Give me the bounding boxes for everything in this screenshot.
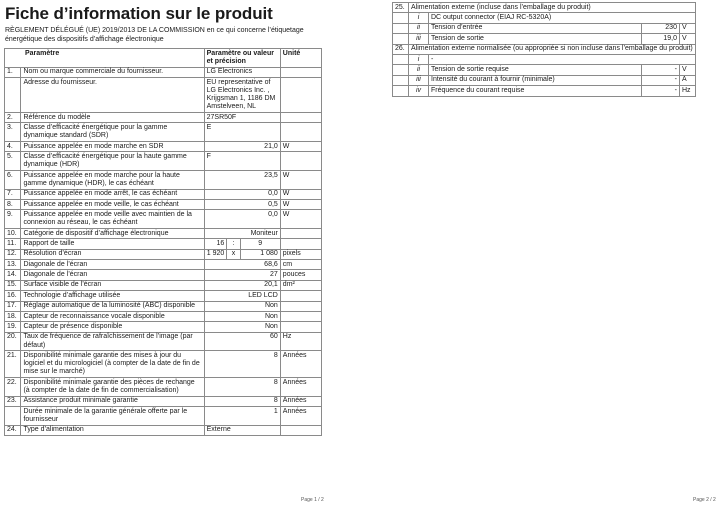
row-label: Surface visible de l’écran: [21, 280, 204, 290]
row-value: Non: [204, 312, 280, 322]
page-2: [392, 0, 720, 505]
row-label: Taux de fréquence de rafraîchissement de l’image (par défaut): [21, 332, 204, 351]
row-unit: V: [679, 34, 695, 44]
table-row: [5, 67, 322, 77]
table-row: [5, 425, 322, 435]
row-value: 27: [204, 270, 280, 280]
sub-index: iii: [409, 34, 429, 44]
row-label: Puissance appelée en mode veille avec maintien de la connexion au réseau, le cas échéant: [21, 210, 204, 229]
row-value: 1: [204, 407, 280, 426]
table-row: [5, 280, 322, 290]
row-unit: Années: [280, 378, 321, 397]
row-label: Tension de sortie requise: [429, 65, 642, 75]
row-label: Adresse du fournisseur.: [21, 77, 204, 112]
row-unit: W: [280, 170, 321, 189]
row-value: E: [204, 123, 280, 142]
row-unit: Années: [280, 351, 321, 378]
row-number: 24.: [5, 425, 21, 435]
row-unit: W: [280, 141, 321, 151]
row-unit: W: [280, 199, 321, 209]
row-label: Classe d’efficacité énergétique pour la gamme dynamique standard (SDR): [21, 123, 204, 142]
row-number: 9.: [5, 210, 21, 229]
row-unit: pixels: [280, 249, 321, 259]
row-unit: A: [679, 75, 695, 85]
row-label: Rapport de taille: [21, 239, 204, 249]
table-row: [5, 291, 322, 301]
resolution-height: 1 080: [240, 249, 280, 259]
row-value: LED LCD: [204, 291, 280, 301]
row-label: Puissance appelée en mode marche pour la haute gamme dynamique (HDR), le cas échéant: [21, 170, 204, 189]
row-unit: Hz: [280, 332, 321, 351]
table-row: [5, 270, 322, 280]
table-row: [5, 378, 322, 397]
row-value: 0,0: [204, 210, 280, 229]
row-label: Puissance appelée en mode arrêt, le cas échéant: [21, 189, 204, 199]
row-label: Technologie d’affichage utilisée: [21, 291, 204, 301]
row-number: 20.: [5, 332, 21, 351]
row-unit: Années: [280, 396, 321, 406]
row-unit: W: [280, 189, 321, 199]
row-value: 0,5: [204, 199, 280, 209]
table-row: [393, 54, 696, 64]
table-row: [5, 152, 322, 171]
row-value: -: [641, 65, 679, 75]
row-label: Diagonale de l’écran: [21, 260, 204, 270]
row-number: 22.: [5, 378, 21, 397]
row-number: [393, 86, 409, 96]
row-label: Catégorie de dispositif d’affichage électronique: [21, 228, 204, 238]
row-number: 17.: [5, 301, 21, 311]
row-number: [393, 34, 409, 44]
row-label: Tension d’entrée: [429, 23, 642, 33]
row-label: Puissance appelée en mode marche en SDR: [21, 141, 204, 151]
row-label: Classe d’efficacité énergétique pour la haute gamme dynamique (HDR): [21, 152, 204, 171]
table-row: [5, 312, 322, 322]
table-row: [5, 249, 322, 259]
row-label: Type d’alimentation: [21, 425, 204, 435]
table-row: [5, 199, 322, 209]
row-label: Alimentation externe normalisée (ou appropriée si non incluse dans l’emballage du produit): [409, 44, 696, 54]
header-unit: Unité: [280, 49, 321, 68]
row-number: 8.: [5, 199, 21, 209]
power-supply-table: [392, 2, 696, 97]
table-row: [5, 351, 322, 378]
regulation-text: RÈGLEMENT DÉLÉGUÉ (UE) 2019/2013 DE LA COMMISSION en ce qui concerne l’étiquetage énergétique des dispositifs d’affichage électronique: [5, 27, 304, 43]
row-number: 4.: [5, 141, 21, 151]
table-row: [393, 86, 696, 96]
row-unit: [280, 67, 321, 77]
table-row: [393, 34, 696, 44]
row-unit: dm²: [280, 280, 321, 290]
table-row: [393, 3, 696, 13]
row-number: [393, 65, 409, 75]
row-label: DC output connector (EIAJ RC-5320A): [429, 13, 696, 23]
row-value: 27SR50F: [204, 112, 280, 122]
row-label: Disponibilité minimale garantie des mises à jour du logiciel et du micrologiciel (à compter de la date de fin de mise sur le marché): [21, 351, 204, 378]
table-row: [5, 77, 322, 112]
row-unit: V: [679, 65, 695, 75]
table-header: [5, 49, 322, 68]
table-row: [393, 65, 696, 75]
row-number: 11.: [5, 239, 21, 249]
sub-index: iv: [409, 86, 429, 96]
row-number: 15.: [5, 280, 21, 290]
row-value: 8: [204, 396, 280, 406]
row-label: Fréquence du courant requise: [429, 86, 642, 96]
row-value: 21,0: [204, 141, 280, 151]
row-unit: [280, 77, 321, 112]
row-label: Alimentation externe (incluse dans l’emballage du produit): [409, 3, 696, 13]
row-number: 1.: [5, 67, 21, 77]
sub-index: ii: [409, 65, 429, 75]
row-label: Capteur de reconnaissance vocale disponible: [21, 312, 204, 322]
row-number: 18.: [5, 312, 21, 322]
row-unit: [280, 312, 321, 322]
row-number: 25.: [393, 3, 409, 13]
row-number: 23.: [5, 396, 21, 406]
table-row: [5, 189, 322, 199]
row-number: [393, 23, 409, 33]
row-value: LG Electronics: [204, 67, 280, 77]
table-row: [5, 322, 322, 332]
row-label: Assistance produit minimale garantie: [21, 396, 204, 406]
row-number: 12.: [5, 249, 21, 259]
row-label: Diagonale de l’écran: [21, 270, 204, 280]
sub-index: iii: [409, 75, 429, 85]
page-footer: Page 1 / 2: [301, 497, 324, 503]
row-unit: [280, 228, 321, 238]
table-row: [393, 23, 696, 33]
row-number: [5, 407, 21, 426]
row-value: EU representative of LG Electronics Inc. , Krijgsman 1, 1186 DM Amstelveen, NL: [204, 77, 280, 112]
table-row: [5, 112, 322, 122]
row-label: -: [429, 54, 696, 64]
row-label: Intensité du courant à fournir (minimale): [429, 75, 642, 85]
row-number: 3.: [5, 123, 21, 142]
table-row: [5, 332, 322, 351]
row-value: 20,1: [204, 280, 280, 290]
row-number: 19.: [5, 322, 21, 332]
row-label: Capteur de présence disponible: [21, 322, 204, 332]
row-value: Non: [204, 322, 280, 332]
page-1: [0, 0, 328, 505]
row-unit: [280, 425, 321, 435]
row-unit: [280, 291, 321, 301]
row-value: 8: [204, 378, 280, 397]
row-number: 10.: [5, 228, 21, 238]
row-number: 14.: [5, 270, 21, 280]
row-value: -: [641, 86, 679, 96]
ratio-second: 9: [240, 239, 280, 249]
row-number: 16.: [5, 291, 21, 301]
sub-index: ii: [409, 23, 429, 33]
row-label: Référence du modèle: [21, 112, 204, 122]
row-number: [393, 75, 409, 85]
row-number: 26.: [393, 44, 409, 54]
table-row: [393, 75, 696, 85]
row-label: Puissance appelée en mode veille, le cas échéant: [21, 199, 204, 209]
row-value: 8: [204, 351, 280, 378]
table-row: [5, 210, 322, 229]
row-value: 23,5: [204, 170, 280, 189]
row-number: 7.: [5, 189, 21, 199]
row-unit: V: [679, 23, 695, 33]
row-number: 13.: [5, 260, 21, 270]
row-unit: W: [280, 210, 321, 229]
row-unit: [280, 112, 321, 122]
row-number: [393, 54, 409, 64]
row-unit: [280, 239, 321, 249]
row-value: 60: [204, 332, 280, 351]
row-unit: pouces: [280, 270, 321, 280]
row-unit: [280, 123, 321, 142]
ratio-separator: :: [227, 239, 240, 249]
table-row: [5, 141, 322, 151]
row-value: -: [641, 75, 679, 85]
row-value: Moniteur: [204, 228, 280, 238]
table-row: [5, 228, 322, 238]
table-row: [393, 13, 696, 23]
row-label: Réglage automatique de la luminosité (ABC) disponible: [21, 301, 204, 311]
row-label: Nom ou marque commerciale du fournisseur.: [21, 67, 204, 77]
sub-index: i: [409, 54, 429, 64]
row-number: [5, 77, 21, 112]
row-label: Durée minimale de la garantie générale offerte par le fournisseur: [21, 407, 204, 426]
table-row: [5, 239, 322, 249]
row-label: Tension de sortie: [429, 34, 642, 44]
page-footer: Page 2 / 2: [693, 497, 716, 503]
sub-index: i: [409, 13, 429, 23]
row-value: Externe: [204, 425, 280, 435]
row-value: F: [204, 152, 280, 171]
table-row: [393, 44, 696, 54]
header-param: Paramètre: [5, 49, 205, 68]
header-value: Paramètre ou valeur et précision: [204, 49, 280, 68]
ratio-first: 16: [204, 239, 227, 249]
row-number: 21.: [5, 351, 21, 378]
row-value: 230: [641, 23, 679, 33]
row-unit: [280, 152, 321, 171]
resolution-width: 1 920: [204, 249, 227, 259]
table-row: [5, 301, 322, 311]
row-unit: cm: [280, 260, 321, 270]
resolution-separator: x: [227, 249, 240, 259]
row-unit: Années: [280, 407, 321, 426]
table-row: [5, 123, 322, 142]
row-value: 0,0: [204, 189, 280, 199]
row-value: 68,6: [204, 260, 280, 270]
table-row: [5, 407, 322, 426]
document-title: Fiche d’information sur le produit: [5, 4, 273, 23]
row-label: Disponibilité minimale garantie des pièces de rechange (à compter de la date de fin de commercialisation): [21, 378, 204, 397]
row-unit: [280, 301, 321, 311]
row-number: [393, 13, 409, 23]
table-row: [5, 396, 322, 406]
table-row: [5, 170, 322, 189]
product-info-table: [4, 48, 322, 436]
row-value: 19,0: [641, 34, 679, 44]
row-value: Non: [204, 301, 280, 311]
row-unit: [280, 322, 321, 332]
row-label: Résolution d’écran: [21, 249, 204, 259]
row-number: 5.: [5, 152, 21, 171]
row-number: 6.: [5, 170, 21, 189]
table-row: [5, 260, 322, 270]
row-number: 2.: [5, 112, 21, 122]
row-unit: Hz: [679, 86, 695, 96]
